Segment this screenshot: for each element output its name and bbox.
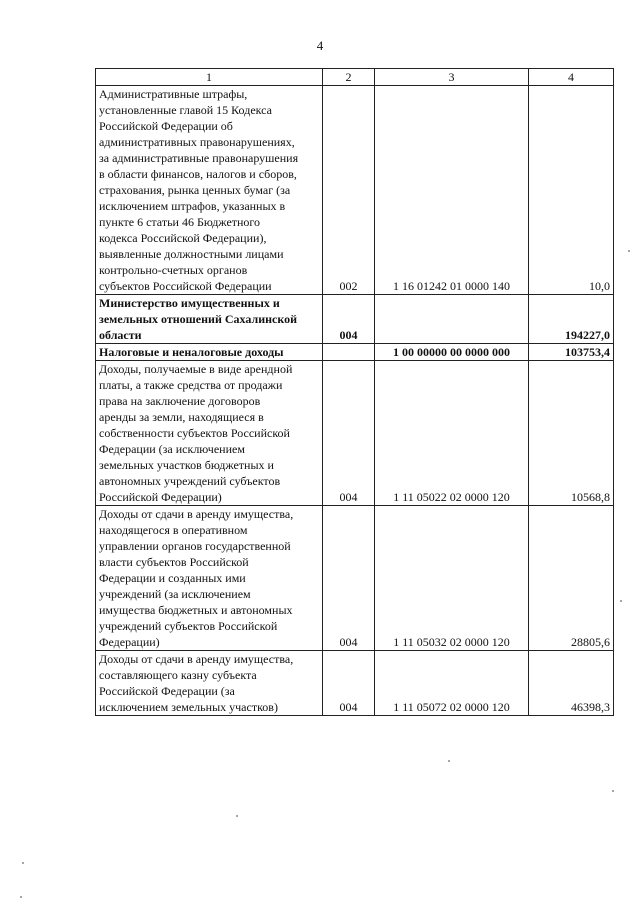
admin-code-cell: 004 (323, 651, 375, 716)
budget-code-cell: 1 00 00000 00 0000 000 (375, 344, 529, 361)
revenue-name-cell: Административные штрафы, установленные главой 15 Кодекса Российской Федерации об административных правонарушениях, за административные правонарушения в области финансов, налогов и сборов, страхования, рынка ценных бумаг (за исключением штрафов, указанных в пункте 6 статьи 46 Бюджетного кодекса Российской Федерации), выявленные должностными лицами контрольно-счетных органов субъектов Российской Федерации (96, 86, 323, 295)
amount-cell: 10,0 (529, 86, 614, 295)
scan-speck (22, 862, 24, 864)
admin-code-cell: 002 (323, 86, 375, 295)
scan-speck (628, 250, 630, 252)
budget-revenue-table (95, 68, 614, 716)
revenue-name-cell: Налоговые и неналоговые доходы (96, 344, 323, 361)
table-header-row (96, 69, 614, 86)
amount-cell: 28805,6 (529, 506, 614, 651)
scan-speck (236, 815, 238, 817)
scan-speck (612, 790, 614, 792)
amount-cell: 46398,3 (529, 651, 614, 716)
amount-cell: 103753,4 (529, 344, 614, 361)
amount-cell: 10568,8 (529, 361, 614, 506)
header-col-4: 4 (529, 69, 614, 86)
revenue-name-cell: Министерство имущественных и земельных отношений Сахалинской области (96, 295, 323, 344)
table-row (96, 295, 614, 344)
budget-code-cell: 1 11 05032 02 0000 120 (375, 506, 529, 651)
scan-speck (620, 600, 622, 602)
table-row (96, 651, 614, 716)
admin-code-cell: 004 (323, 295, 375, 344)
header-col-3: 3 (375, 69, 529, 86)
header-col-1: 1 (96, 69, 323, 86)
budget-code-cell: 1 11 05072 02 0000 120 (375, 651, 529, 716)
table-row (96, 361, 614, 506)
revenue-name-cell: Доходы, получаемые в виде арендной платы, а также средства от продажи права на заключение договоров аренды за земли, находящиеся в собственности субъектов Российской Федерации (за исключением земельных участков бюджетных и автономных учреждений субъектов Российской Федерации) (96, 361, 323, 506)
budget-code-cell (375, 295, 529, 344)
table-row (96, 86, 614, 295)
table-row (96, 344, 614, 361)
budget-code-cell: 1 11 05022 02 0000 120 (375, 361, 529, 506)
revenue-name-cell: Доходы от сдачи в аренду имущества, составляющего казну субъекта Российской Федерации (за исключением земельных участков) (96, 651, 323, 716)
admin-code-cell: 004 (323, 506, 375, 651)
page-number: 4 (316, 38, 324, 53)
admin-code-cell: 004 (323, 361, 375, 506)
header-col-2: 2 (323, 69, 375, 86)
scan-speck (448, 760, 450, 762)
revenue-name-cell: Доходы от сдачи в аренду имущества, находящегося в оперативном управлении органов государственной власти субъектов Российской Федерации и созданных ими учреждений (за исключением имущества бюджетных и автономных учреждений субъектов Российской Федерации) (96, 506, 323, 651)
admin-code-cell (323, 344, 375, 361)
amount-cell: 194227,0 (529, 295, 614, 344)
budget-code-cell: 1 16 01242 01 0000 140 (375, 86, 529, 295)
table-row (96, 506, 614, 651)
scan-speck (20, 896, 22, 898)
